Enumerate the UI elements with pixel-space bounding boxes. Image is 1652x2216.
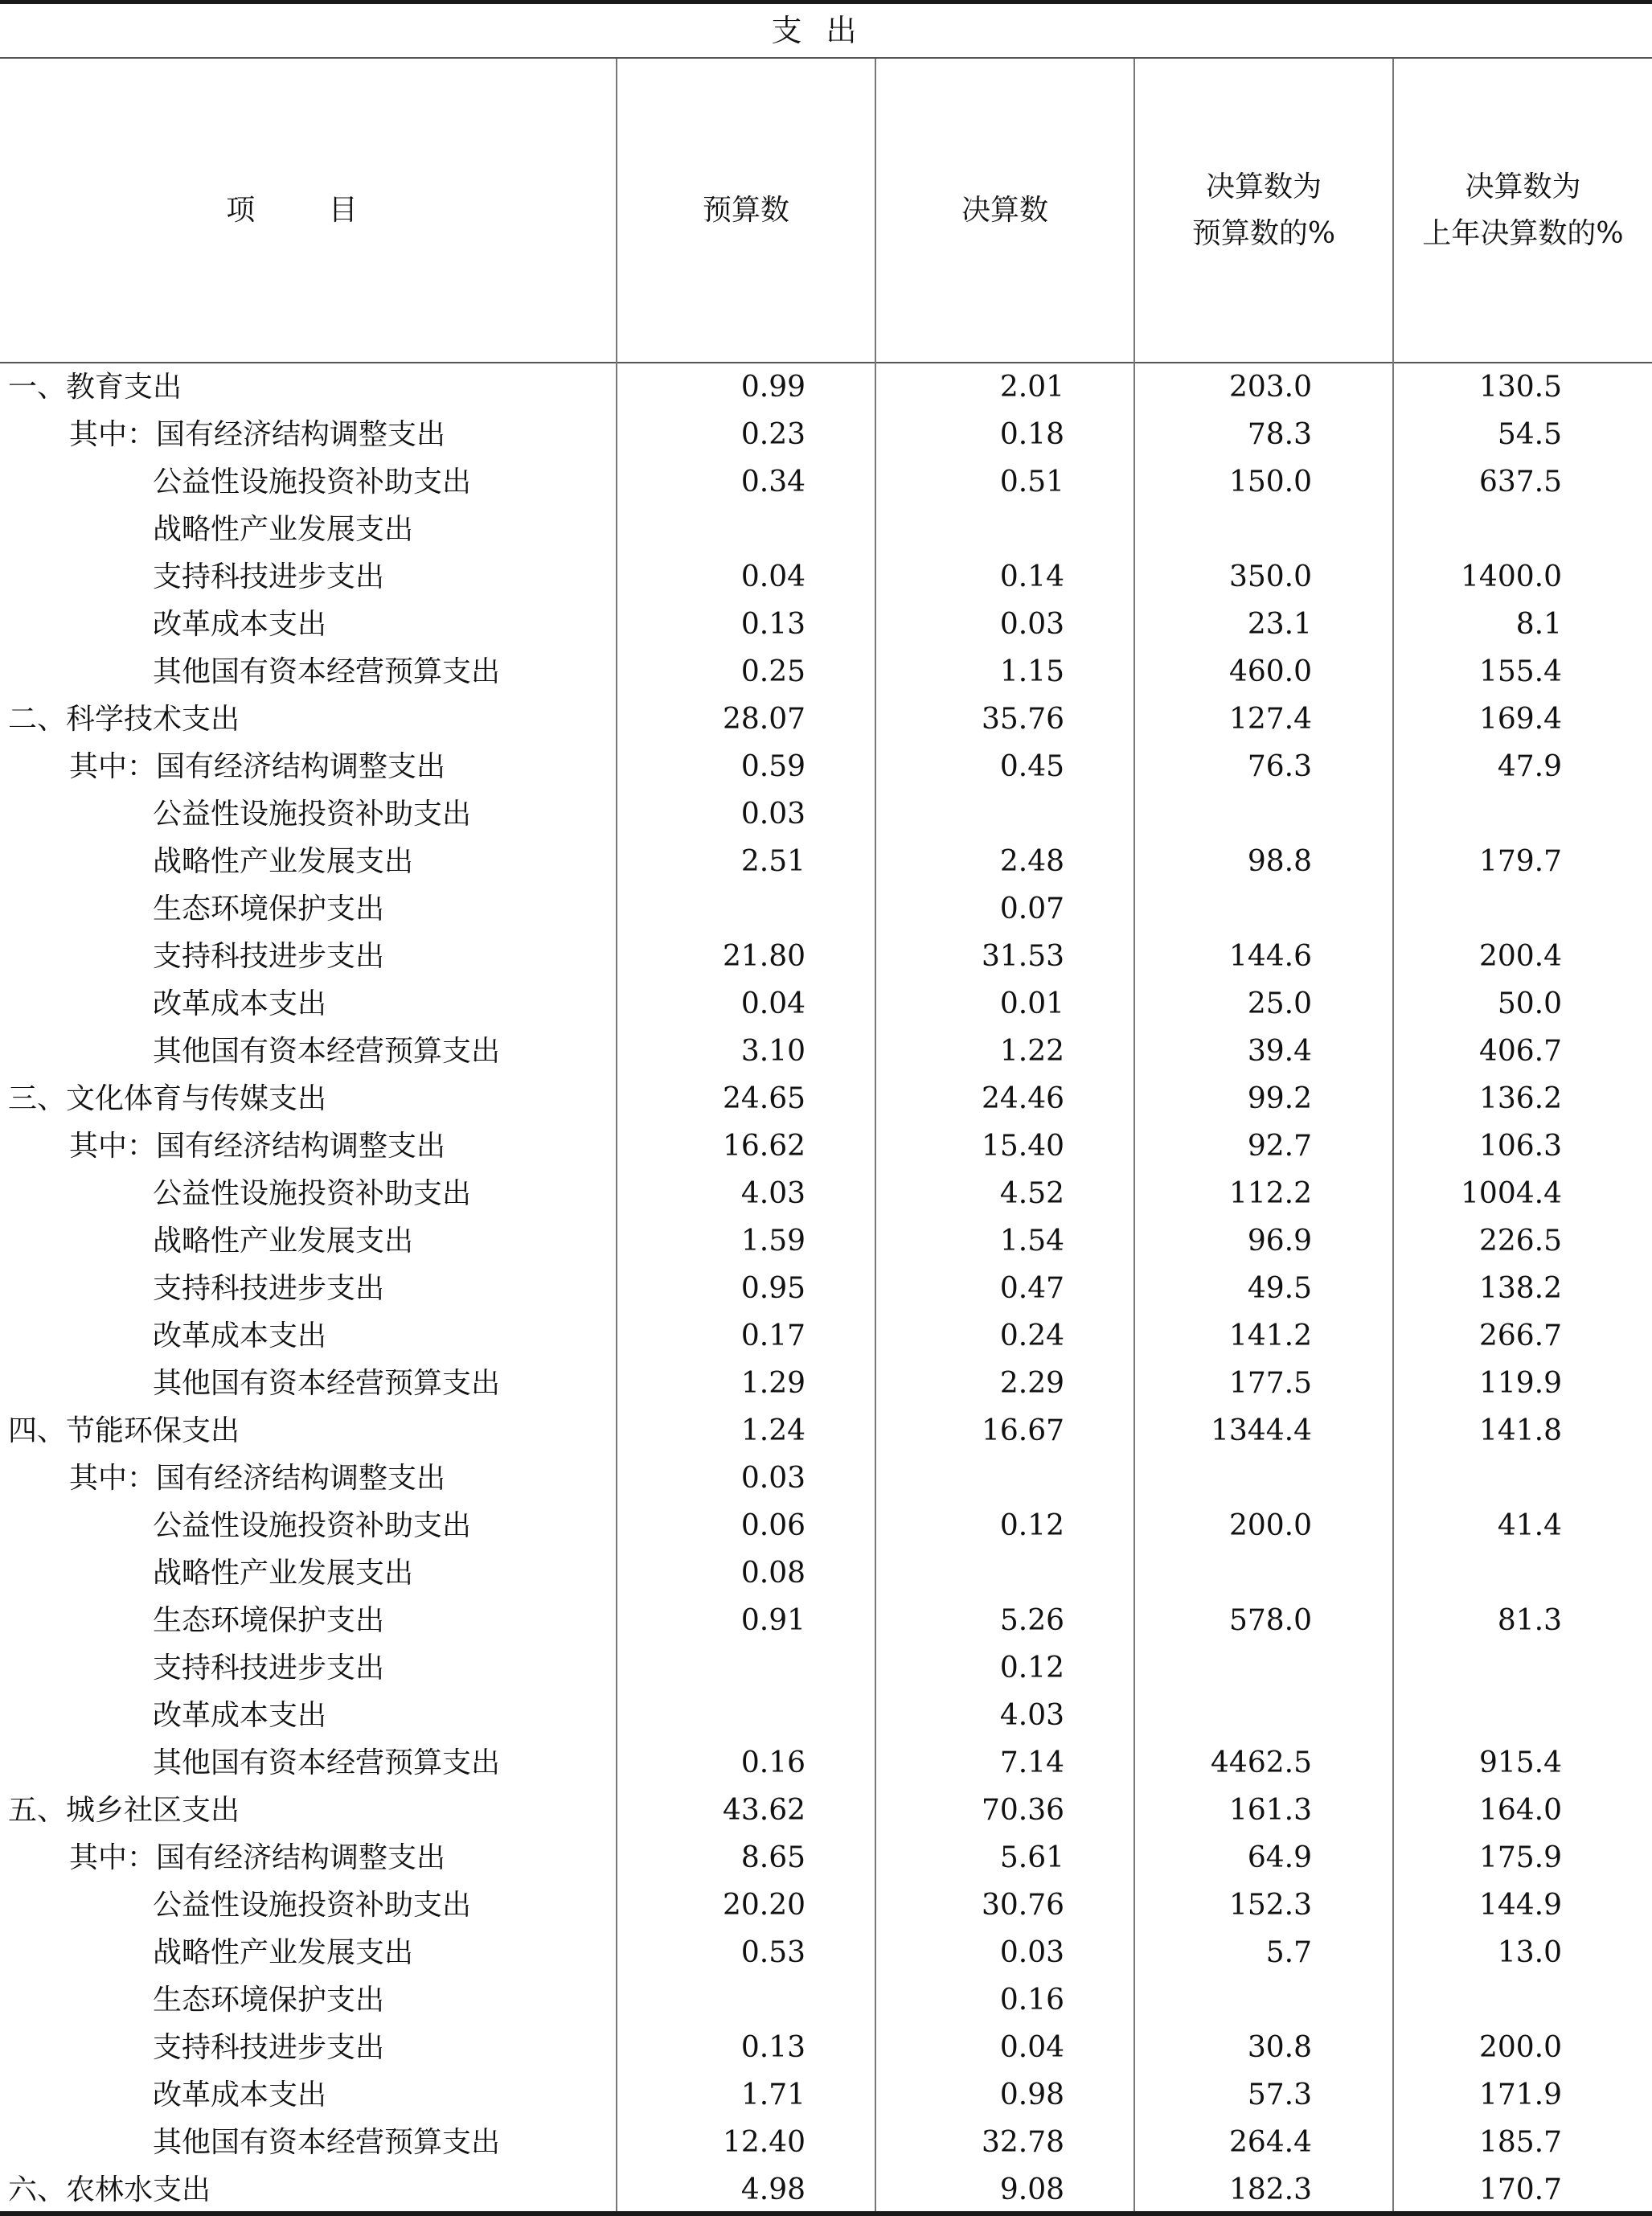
budget-value: 28.07 bbox=[722, 703, 806, 736]
pct-of-budget-value: 76.3 bbox=[1247, 750, 1312, 783]
pct-of-prev-year-value: 1400.0 bbox=[1461, 560, 1562, 593]
pct-of-budget-value: 5.7 bbox=[1265, 1936, 1312, 1969]
pct-of-budget-value: 112.2 bbox=[1228, 1177, 1312, 1210]
pct-of-prev-year-value bbox=[1395, 1976, 1562, 2024]
final-value: 15.40 bbox=[981, 1130, 1064, 1163]
pct-of-prev-year-value: 171.9 bbox=[1478, 2079, 1562, 2111]
final-value: 5.26 bbox=[999, 1604, 1064, 1637]
pct-of-budget-value: 200.0 bbox=[1228, 1509, 1312, 1542]
final-value: 0.12 bbox=[999, 1509, 1064, 1542]
header-pct-prev bbox=[1394, 59, 1652, 363]
row-label: 公益性设施投资补助支出 bbox=[153, 1177, 472, 1210]
table-row bbox=[0, 1122, 1652, 1170]
pct-of-prev-year-value: 164.0 bbox=[1478, 1794, 1562, 1827]
table-row bbox=[0, 2166, 1652, 2214]
pct-of-budget-value: 99.2 bbox=[1247, 1082, 1312, 1115]
pct-of-prev-year-value bbox=[1395, 1644, 1562, 1692]
budget-value: 0.03 bbox=[740, 1462, 806, 1495]
table-row bbox=[0, 980, 1652, 1028]
row-label: 战略性产业发展支出 bbox=[153, 1225, 414, 1258]
final-value: 0.03 bbox=[999, 1936, 1064, 1969]
table-row bbox=[0, 411, 1652, 458]
row-label: 生态环境保护支出 bbox=[153, 893, 385, 925]
budget-value: 0.95 bbox=[740, 1272, 806, 1305]
pct-of-budget-value: 264.4 bbox=[1228, 2126, 1312, 2159]
table-row bbox=[0, 1739, 1652, 1787]
budget-value: 0.25 bbox=[740, 655, 806, 688]
row-label: 支持科技进步支出 bbox=[153, 940, 385, 973]
pct-of-prev-year-value: 81.3 bbox=[1497, 1604, 1562, 1637]
budget-value: 0.53 bbox=[740, 1936, 806, 1969]
row-label: 六、农林水支出 bbox=[8, 2173, 211, 2206]
pct-of-prev-year-value: 915.4 bbox=[1478, 1746, 1562, 1779]
row-label: 公益性设施投资补助支出 bbox=[153, 1889, 472, 1922]
header-final bbox=[876, 59, 1133, 363]
budget-value: 0.13 bbox=[740, 2031, 806, 2064]
final-value: 35.76 bbox=[981, 703, 1064, 736]
pct-of-budget-value: 23.1 bbox=[1247, 608, 1312, 641]
table-row bbox=[0, 1312, 1652, 1360]
pct-of-budget-value: 39.4 bbox=[1247, 1035, 1312, 1068]
budget-value: 0.06 bbox=[740, 1509, 806, 1542]
pct-of-prev-year-value bbox=[1395, 1549, 1562, 1597]
pct-of-prev-year-value: 175.9 bbox=[1478, 1841, 1562, 1874]
table-row bbox=[0, 1455, 1652, 1502]
final-value: 16.67 bbox=[981, 1414, 1064, 1447]
pct-of-budget-value: 30.8 bbox=[1247, 2031, 1312, 2064]
pct-of-budget-value bbox=[1137, 1692, 1312, 1739]
row-label: 公益性设施投资补助支出 bbox=[153, 466, 472, 499]
final-value: 2.01 bbox=[999, 371, 1064, 404]
section-title: 支出 bbox=[771, 13, 881, 48]
header-budget bbox=[617, 59, 875, 363]
header-final-label: 决算数 bbox=[961, 194, 1048, 227]
budget-value: 0.91 bbox=[740, 1604, 806, 1637]
table-row bbox=[0, 696, 1652, 743]
final-value: 70.36 bbox=[981, 1794, 1064, 1827]
budget-value: 0.99 bbox=[740, 371, 806, 404]
header-pct-prev-line1: 决算数为 bbox=[1465, 170, 1581, 203]
pct-of-prev-year-value: 200.4 bbox=[1478, 940, 1562, 973]
budget-value: 0.04 bbox=[740, 987, 806, 1020]
pct-of-prev-year-value: 170.7 bbox=[1478, 2173, 1562, 2206]
budget-value: 8.65 bbox=[740, 1841, 806, 1874]
pct-of-budget-value: 4462.5 bbox=[1211, 1746, 1312, 1779]
pct-of-budget-value bbox=[1137, 506, 1312, 553]
pct-of-prev-year-value: 106.3 bbox=[1478, 1130, 1562, 1163]
final-value: 4.03 bbox=[999, 1699, 1064, 1732]
table-row bbox=[0, 2071, 1652, 2119]
row-label: 改革成本支出 bbox=[153, 1319, 327, 1352]
row-label: 二、科学技术支出 bbox=[8, 703, 240, 736]
pct-of-budget-value: 127.4 bbox=[1228, 703, 1312, 736]
budget-value: 1.59 bbox=[740, 1225, 806, 1258]
final-value bbox=[878, 506, 1064, 553]
pct-of-budget-value: 57.3 bbox=[1247, 2079, 1312, 2111]
pct-of-prev-year-value: 138.2 bbox=[1478, 1272, 1562, 1305]
pct-of-prev-year-value: 637.5 bbox=[1478, 466, 1562, 499]
budget-value: 0.04 bbox=[740, 560, 806, 593]
pct-of-budget-value: 350.0 bbox=[1228, 560, 1312, 593]
budget-value: 0.08 bbox=[740, 1557, 806, 1590]
pct-of-prev-year-value: 266.7 bbox=[1478, 1319, 1562, 1352]
final-value: 0.51 bbox=[999, 466, 1064, 499]
final-value: 0.24 bbox=[999, 1319, 1064, 1352]
row-label: 改革成本支出 bbox=[153, 1699, 327, 1732]
row-label: 改革成本支出 bbox=[153, 608, 327, 641]
pct-of-budget-value: 98.8 bbox=[1247, 845, 1312, 878]
pct-of-prev-year-value: 136.2 bbox=[1478, 1082, 1562, 1115]
row-label: 公益性设施投资补助支出 bbox=[153, 798, 472, 831]
final-value: 0.12 bbox=[999, 1652, 1064, 1685]
pct-of-prev-year-value: 119.9 bbox=[1478, 1367, 1562, 1400]
table-row bbox=[0, 1597, 1652, 1644]
pct-of-prev-year-value bbox=[1395, 506, 1562, 553]
final-value: 0.45 bbox=[999, 750, 1064, 783]
final-value: 0.14 bbox=[999, 560, 1064, 593]
pct-of-budget-value bbox=[1137, 1976, 1312, 2024]
row-label: 支持科技进步支出 bbox=[153, 1652, 385, 1685]
row-label: 战略性产业发展支出 bbox=[153, 1936, 414, 1969]
budget-value: 3.10 bbox=[740, 1035, 806, 1068]
table-row bbox=[0, 1644, 1652, 1692]
table-row bbox=[0, 885, 1652, 933]
budget-value: 20.20 bbox=[722, 1889, 806, 1922]
budget-value bbox=[619, 1692, 806, 1739]
pct-of-prev-year-value: 8.1 bbox=[1515, 608, 1562, 641]
budget-value: 4.03 bbox=[740, 1177, 806, 1210]
pct-of-budget-value: 150.0 bbox=[1228, 466, 1312, 499]
budget-value: 4.98 bbox=[740, 2173, 806, 2206]
table-row bbox=[0, 743, 1652, 790]
pct-of-prev-year-value: 1004.4 bbox=[1461, 1177, 1562, 1210]
final-value: 0.07 bbox=[999, 893, 1064, 925]
budget-value bbox=[619, 506, 806, 553]
pct-of-prev-year-value bbox=[1395, 885, 1562, 933]
pct-of-prev-year-value bbox=[1395, 1455, 1562, 1502]
pct-of-prev-year-value: 13.0 bbox=[1497, 1936, 1562, 1969]
table-row bbox=[0, 601, 1652, 648]
table-row bbox=[0, 1075, 1652, 1122]
pct-of-budget-value: 152.3 bbox=[1228, 1889, 1312, 1922]
pct-of-prev-year-value bbox=[1395, 1692, 1562, 1739]
final-value: 9.08 bbox=[999, 2173, 1064, 2206]
table-row bbox=[0, 1502, 1652, 1549]
pct-of-budget-value: 460.0 bbox=[1228, 655, 1312, 688]
table-row bbox=[0, 790, 1652, 838]
header-budget-label: 预算数 bbox=[702, 194, 789, 227]
final-value: 5.61 bbox=[999, 1841, 1064, 1874]
final-value bbox=[878, 790, 1064, 838]
pct-of-budget-value bbox=[1137, 1549, 1312, 1597]
table-row bbox=[0, 1407, 1652, 1455]
row-label: 战略性产业发展支出 bbox=[153, 845, 414, 878]
pct-of-prev-year-value: 179.7 bbox=[1478, 845, 1562, 878]
table-row bbox=[0, 1549, 1652, 1597]
header-item-label: 项 目 bbox=[226, 194, 390, 227]
final-value: 0.03 bbox=[999, 608, 1064, 641]
table-row bbox=[0, 506, 1652, 553]
pct-of-prev-year-value: 41.4 bbox=[1497, 1509, 1562, 1542]
final-value: 30.76 bbox=[981, 1889, 1064, 1922]
pct-of-budget-value: 25.0 bbox=[1247, 987, 1312, 1020]
pct-of-budget-value bbox=[1137, 1455, 1312, 1502]
budget-value: 24.65 bbox=[722, 1082, 806, 1115]
pct-of-budget-value: 203.0 bbox=[1228, 371, 1312, 404]
budget-value: 21.80 bbox=[722, 940, 806, 973]
pct-of-prev-year-value: 406.7 bbox=[1478, 1035, 1562, 1068]
final-value: 1.15 bbox=[999, 655, 1064, 688]
pct-of-prev-year-value: 155.4 bbox=[1478, 655, 1562, 688]
final-value: 0.04 bbox=[999, 2031, 1064, 2064]
pct-of-budget-value: 78.3 bbox=[1247, 418, 1312, 451]
pct-of-budget-value bbox=[1137, 790, 1312, 838]
budget-value: 0.03 bbox=[740, 798, 806, 831]
table-row bbox=[0, 458, 1652, 506]
pct-of-budget-value bbox=[1137, 1644, 1312, 1692]
pct-of-prev-year-value: 54.5 bbox=[1497, 418, 1562, 451]
final-value: 2.48 bbox=[999, 845, 1064, 878]
budget-value: 0.34 bbox=[740, 466, 806, 499]
row-label: 其他国有资本经营预算支出 bbox=[153, 2126, 501, 2159]
table-row bbox=[0, 838, 1652, 885]
budget-value: 43.62 bbox=[722, 1794, 806, 1827]
budget-value: 1.24 bbox=[740, 1414, 806, 1447]
final-value: 0.01 bbox=[999, 987, 1064, 1020]
pct-of-prev-year-value: 185.7 bbox=[1478, 2126, 1562, 2159]
pct-of-budget-value: 144.6 bbox=[1228, 940, 1312, 973]
budget-value: 0.17 bbox=[740, 1319, 806, 1352]
table-row bbox=[0, 363, 1652, 411]
table-row bbox=[0, 933, 1652, 980]
row-label: 改革成本支出 bbox=[153, 987, 327, 1020]
header-item bbox=[0, 59, 616, 363]
budget-value: 0.16 bbox=[740, 1746, 806, 1779]
row-label: 其他国有资本经营预算支出 bbox=[153, 1367, 501, 1400]
budget-value: 12.40 bbox=[722, 2126, 806, 2159]
row-label: 其中：国有经济结构调整支出 bbox=[69, 1130, 446, 1163]
row-label: 五、城乡社区支出 bbox=[8, 1794, 240, 1827]
pct-of-prev-year-value bbox=[1395, 790, 1562, 838]
final-value: 2.29 bbox=[999, 1367, 1064, 1400]
table-row bbox=[0, 1217, 1652, 1265]
table-row bbox=[0, 1834, 1652, 1882]
row-label: 支持科技进步支出 bbox=[153, 1272, 385, 1305]
pct-of-prev-year-value: 130.5 bbox=[1478, 371, 1562, 404]
header-pct-budget-line2: 预算数的% bbox=[1191, 217, 1336, 250]
budget-value: 1.29 bbox=[740, 1367, 806, 1400]
final-value: 1.22 bbox=[999, 1035, 1064, 1068]
pct-of-budget-value: 161.3 bbox=[1228, 1794, 1312, 1827]
header-pct-budget-line1: 决算数为 bbox=[1205, 170, 1322, 203]
final-value: 4.52 bbox=[999, 1177, 1064, 1210]
final-value: 31.53 bbox=[981, 940, 1064, 973]
final-value bbox=[878, 1549, 1064, 1597]
final-value: 32.78 bbox=[981, 2126, 1064, 2159]
pct-of-budget-value bbox=[1137, 885, 1312, 933]
final-value: 24.46 bbox=[981, 1082, 1064, 1115]
table-row bbox=[0, 2024, 1652, 2071]
row-label: 支持科技进步支出 bbox=[153, 560, 385, 593]
table-row bbox=[0, 1360, 1652, 1407]
final-value bbox=[878, 1455, 1064, 1502]
row-label: 其中：国有经济结构调整支出 bbox=[69, 418, 446, 451]
row-label: 一、教育支出 bbox=[8, 371, 182, 404]
pct-of-budget-value: 49.5 bbox=[1247, 1272, 1312, 1305]
table-row bbox=[0, 553, 1652, 601]
pct-of-budget-value: 141.2 bbox=[1228, 1319, 1312, 1352]
table-row bbox=[0, 1170, 1652, 1217]
budget-value: 2.51 bbox=[740, 845, 806, 878]
pct-of-budget-value: 182.3 bbox=[1228, 2173, 1312, 2206]
budget-value: 0.59 bbox=[740, 750, 806, 783]
final-value: 0.16 bbox=[999, 1984, 1064, 2017]
budget-value: 0.23 bbox=[740, 418, 806, 451]
row-label: 四、节能环保支出 bbox=[8, 1414, 240, 1447]
pct-of-prev-year-value: 50.0 bbox=[1497, 987, 1562, 1020]
table-row bbox=[0, 2119, 1652, 2166]
final-value: 1.54 bbox=[999, 1225, 1064, 1258]
budget-value bbox=[619, 885, 806, 933]
pct-of-budget-value: 177.5 bbox=[1228, 1367, 1312, 1400]
table-row bbox=[0, 1028, 1652, 1075]
row-label: 其他国有资本经营预算支出 bbox=[153, 1035, 501, 1068]
row-label: 生态环境保护支出 bbox=[153, 1604, 385, 1637]
table-row bbox=[0, 1929, 1652, 1976]
pct-of-prev-year-value: 200.0 bbox=[1478, 2031, 1562, 2064]
pct-of-prev-year-value: 47.9 bbox=[1497, 750, 1562, 783]
pct-of-prev-year-value: 226.5 bbox=[1478, 1225, 1562, 1258]
table-row bbox=[0, 1976, 1652, 2024]
final-value: 0.98 bbox=[999, 2079, 1064, 2111]
pct-of-budget-value: 1344.4 bbox=[1211, 1414, 1312, 1447]
row-label: 其中：国有经济结构调整支出 bbox=[69, 1841, 446, 1874]
budget-value bbox=[619, 1644, 806, 1692]
pct-of-budget-value: 64.9 bbox=[1247, 1841, 1312, 1874]
table-row bbox=[0, 1692, 1652, 1739]
table-row bbox=[0, 1787, 1652, 1834]
pct-of-budget-value: 578.0 bbox=[1228, 1604, 1312, 1637]
pct-of-budget-value: 92.7 bbox=[1247, 1130, 1312, 1163]
pct-of-budget-value: 96.9 bbox=[1247, 1225, 1312, 1258]
table-row bbox=[0, 1882, 1652, 1929]
row-label: 三、文化体育与传媒支出 bbox=[8, 1082, 327, 1115]
row-label: 战略性产业发展支出 bbox=[153, 1557, 414, 1590]
budget-value: 0.13 bbox=[740, 608, 806, 641]
row-label: 改革成本支出 bbox=[153, 2079, 327, 2111]
final-value: 7.14 bbox=[999, 1746, 1064, 1779]
table-row bbox=[0, 648, 1652, 696]
header-pct-budget bbox=[1135, 59, 1392, 363]
row-label: 其他国有资本经营预算支出 bbox=[153, 655, 501, 688]
row-label: 其中：国有经济结构调整支出 bbox=[69, 1462, 446, 1495]
pct-of-prev-year-value: 144.9 bbox=[1478, 1889, 1562, 1922]
row-label: 其中：国有经济结构调整支出 bbox=[69, 750, 446, 783]
bottom-rule bbox=[0, 2211, 1652, 2216]
pct-of-prev-year-value: 169.4 bbox=[1478, 703, 1562, 736]
final-value: 0.18 bbox=[999, 418, 1064, 451]
budget-value bbox=[619, 1976, 806, 2024]
row-label: 生态环境保护支出 bbox=[153, 1984, 385, 2017]
budget-value: 1.71 bbox=[740, 2079, 806, 2111]
header-pct-prev-line2: 上年决算数的% bbox=[1422, 217, 1624, 250]
pct-of-prev-year-value: 141.8 bbox=[1478, 1414, 1562, 1447]
budget-value: 16.62 bbox=[722, 1130, 806, 1163]
row-label: 公益性设施投资补助支出 bbox=[153, 1509, 472, 1542]
row-label: 其他国有资本经营预算支出 bbox=[153, 1746, 501, 1779]
final-value: 0.47 bbox=[999, 1272, 1064, 1305]
table-row bbox=[0, 1265, 1652, 1312]
row-label: 支持科技进步支出 bbox=[153, 2031, 385, 2064]
row-label: 战略性产业发展支出 bbox=[153, 513, 414, 546]
